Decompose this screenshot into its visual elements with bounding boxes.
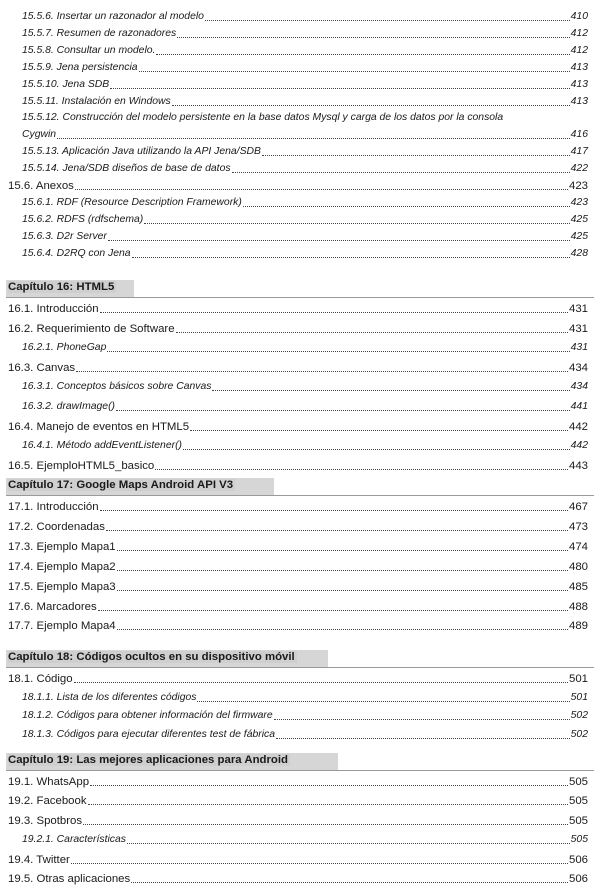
toc-entry[interactable] [22, 61, 588, 75]
chapter-header [6, 280, 134, 298]
toc-entry-title: 17.6. Marcadores [8, 600, 97, 613]
toc-entry[interactable] [8, 580, 588, 594]
toc-entry[interactable] [22, 691, 588, 705]
toc-entry-title: 16.4.1. Método addEventListener() [22, 440, 182, 452]
toc-entry[interactable] [8, 672, 588, 686]
toc-entry[interactable] [22, 439, 588, 453]
toc-entry[interactable] [22, 247, 588, 261]
dot-leader [243, 205, 570, 207]
toc-entry-title: 19.2. Facebook [8, 795, 87, 808]
toc-entry-title: 16.2. Requerimiento de Software [8, 322, 175, 335]
toc-page-number: 505 [568, 795, 588, 808]
dot-leader [117, 569, 568, 571]
toc-entry[interactable] [22, 10, 588, 24]
toc-page-number: 485 [568, 580, 588, 593]
toc-entry-title: 16.5. EjemploHTML5_basico [8, 459, 155, 472]
dot-leader [131, 881, 568, 883]
toc-page-number: 505 [570, 834, 588, 846]
toc-page-number: 428 [570, 247, 588, 259]
toc-entry-title: 19.1. WhatsApp [8, 776, 90, 788]
dot-leader [110, 87, 569, 89]
toc-entry-title: 16.4. Manejo de eventos en HTML5 [8, 420, 190, 433]
toc-entry[interactable] [8, 814, 588, 828]
toc-entry-title: 15.5.7. Resumen de razonadores [22, 27, 177, 39]
toc-page-number: 505 [568, 814, 588, 827]
toc-page-number: 425 [570, 213, 588, 225]
chapter-divider [6, 667, 594, 668]
dot-leader [75, 188, 568, 190]
toc-page-number: 502 [570, 710, 588, 722]
toc-page-number: 501 [570, 691, 588, 703]
dot-leader [139, 70, 570, 72]
toc-page-number: 434 [570, 381, 588, 393]
toc-entry[interactable] [8, 794, 588, 808]
toc-entry[interactable] [22, 128, 588, 142]
toc-entry-title: 17.5. Ejemplo Mapa3 [8, 580, 116, 593]
toc-page-number: 423 [568, 180, 588, 192]
toc-entry-title: 19.3. Spotbros [8, 814, 83, 827]
chapter-divider [6, 770, 594, 771]
dot-leader [100, 509, 568, 511]
toc-entry[interactable] [22, 196, 588, 210]
dot-leader [107, 350, 569, 352]
toc-page-number: 501 [568, 673, 588, 685]
toc-entry[interactable] [8, 619, 588, 633]
dot-leader [71, 862, 568, 864]
toc-entry-title: 19.4. Twitter [8, 853, 70, 866]
toc-page-number: 413 [570, 61, 588, 73]
dot-leader [144, 222, 569, 224]
toc-page-number: 431 [568, 322, 588, 335]
dot-leader [197, 700, 569, 702]
toc-page-number: 412 [570, 27, 588, 39]
toc-page-number: 412 [570, 44, 588, 56]
dot-leader [232, 171, 570, 173]
toc-entry-title: 17.2. Coordenadas [8, 520, 105, 533]
dot-leader [57, 137, 570, 139]
dot-leader [155, 468, 568, 470]
toc-entry[interactable] [8, 872, 588, 886]
toc-entry[interactable] [22, 27, 588, 41]
toc-entry-title: 15.5.10. Jena SDB [22, 78, 110, 90]
toc-entry-title: 15.5.9. Jena persistencia [22, 61, 138, 73]
chapter-header [6, 753, 338, 771]
toc-page-number: 425 [570, 230, 588, 242]
toc-page-number: 413 [570, 95, 588, 107]
dot-leader [177, 36, 569, 38]
dot-leader [212, 389, 569, 391]
toc-entry[interactable] [8, 179, 588, 193]
dot-leader [156, 53, 569, 55]
chapter-title: Capítulo 17: Google Maps Android API V3 [8, 479, 234, 491]
toc-entry[interactable] [8, 520, 588, 534]
dot-leader [183, 448, 570, 450]
toc-page-number: 488 [568, 600, 588, 613]
toc-page-number: 502 [570, 728, 588, 740]
dot-leader [262, 154, 570, 156]
dot-leader [190, 429, 568, 431]
toc-entry-title: 16.3. Canvas [8, 361, 76, 374]
dot-leader [108, 239, 570, 241]
toc-entry-title: 16.2.1. PhoneGap [22, 342, 107, 354]
toc-entry-title: 15.6.3. D2r Server [22, 230, 107, 242]
dot-leader [88, 803, 568, 805]
toc-entry-title: 16.3.2. drawImage() [22, 401, 115, 412]
toc-entry[interactable] [22, 230, 588, 244]
toc-entry[interactable] [22, 213, 588, 227]
toc-entry[interactable] [8, 302, 588, 316]
toc-entry-title: 18.1.3. Códigos para ejecutar diferentes test de fábrica [22, 728, 275, 740]
chapter-divider [6, 297, 594, 298]
toc-page-number: 506 [568, 873, 588, 885]
chapter-title: Capítulo 18: Códigos ocultos en su dispositivo móvil [8, 651, 295, 663]
dot-leader [132, 256, 570, 258]
toc-page-number: 417 [570, 146, 588, 158]
toc-entry[interactable] [22, 709, 588, 723]
toc-entry-title: 17.3. Ejemplo Mapa1 [8, 540, 116, 553]
toc-entry[interactable] [8, 775, 588, 789]
toc-entry[interactable] [22, 162, 588, 176]
dot-leader [83, 823, 568, 825]
toc-entry[interactable] [22, 145, 588, 159]
dot-leader [90, 784, 568, 786]
toc-page-number: 474 [568, 540, 588, 553]
toc-page-number: 413 [570, 78, 588, 90]
dot-leader [116, 409, 570, 411]
toc-page-number: 442 [570, 440, 588, 452]
toc-page-number: 443 [568, 459, 588, 472]
dot-leader [106, 529, 568, 531]
toc-entry[interactable] [22, 380, 588, 394]
toc-entry[interactable] [22, 341, 588, 355]
chapter-divider [6, 495, 594, 496]
toc-entry-title: 15.5.13. Aplicación Java utilizando la API Jena/SDB [22, 146, 261, 158]
dot-leader [176, 331, 568, 333]
toc-entry[interactable] [22, 44, 588, 58]
toc-entry-title: 15.5.12. Construcción del modelo persistente en la base datos Mysql y carga de los datos por la consola [22, 112, 504, 124]
toc-page-number: 480 [568, 560, 588, 573]
toc-entry-title: 15.5.8. Consultar un modelo. [22, 44, 156, 56]
toc-entry-title: 17.7. Ejemplo Mapa4 [8, 620, 116, 633]
toc-entry-title: 19.2.1. Características [22, 834, 126, 846]
toc-page-number: 506 [568, 853, 588, 866]
toc-page-number: 489 [568, 620, 588, 633]
toc-entry-title: Cygwin [22, 129, 57, 141]
toc-entry-title: 17.4. Ejemplo Mapa2 [8, 560, 116, 573]
toc-page-number: 423 [570, 196, 588, 208]
toc-entry-title: 15.6.2. RDFS (rdfschema) [22, 213, 144, 225]
toc-entry-title: 16.3.1. Conceptos básicos sobre Canvas [22, 381, 212, 393]
toc-page-number: 431 [570, 342, 588, 354]
toc-page-number: 473 [568, 520, 588, 533]
toc-entry-title: 17.1. Introducción [8, 501, 99, 513]
toc-entry-title: 15.5.14. Jena/SDB diseños de base de datos [22, 163, 231, 175]
toc-page-number: 441 [570, 401, 588, 412]
dot-leader [76, 370, 568, 372]
toc-entry[interactable] [22, 400, 588, 414]
chapter-header [6, 478, 274, 496]
dot-leader [276, 737, 570, 739]
dot-leader [117, 628, 568, 630]
toc-entry-title: 19.5. Otras aplicaciones [8, 873, 131, 885]
toc-entry-title: 18.1. Código [8, 673, 73, 685]
toc-entry[interactable] [22, 111, 588, 125]
toc-page-number: 410 [570, 11, 588, 22]
toc-page-number: 422 [570, 163, 588, 175]
dot-leader [117, 589, 568, 591]
dot-leader [274, 718, 570, 720]
toc-entry[interactable] [8, 500, 588, 514]
toc-entry[interactable] [22, 728, 588, 742]
toc-page-number: 467 [568, 501, 588, 513]
toc-entry-title: 18.1.2. Códigos para obtener información del firmware [22, 710, 273, 722]
toc-entry[interactable] [8, 560, 588, 574]
dot-leader [205, 19, 570, 21]
toc-entry[interactable] [8, 420, 588, 434]
toc-entry-title: 15.6.1. RDF (Resource Description Framework) [22, 196, 242, 208]
toc-entry-title: 16.1. Introducción [8, 303, 99, 315]
toc-entry[interactable] [22, 95, 588, 109]
dot-leader [172, 104, 570, 106]
toc-entry-title: 15.5.6. Insertar un razonador al modelo [22, 11, 204, 22]
toc-entry-title: 15.5.11. Instalación en Windows [22, 95, 171, 107]
chapter-title: Capítulo 16: HTML5 [8, 281, 115, 293]
toc-entry[interactable] [8, 600, 588, 614]
toc-page-number: 442 [568, 420, 588, 433]
toc-entry-title: 15.6.4. D2RQ con Jena [22, 247, 131, 259]
toc-entry[interactable] [8, 853, 588, 867]
toc-entry[interactable] [8, 322, 588, 336]
toc-page-number: 434 [568, 361, 588, 374]
toc-entry[interactable] [22, 78, 588, 92]
dot-leader [117, 549, 568, 551]
chapter-title: Capítulo 19: Las mejores aplicaciones para Android [8, 754, 288, 766]
dot-leader [100, 311, 568, 313]
dot-leader [74, 681, 568, 683]
toc-entry-title: 18.1.1. Lista de los diferentes códigos [22, 691, 197, 703]
chapter-header [6, 650, 328, 668]
dot-leader [98, 609, 568, 611]
toc-page-number: 431 [568, 303, 588, 315]
toc-page-number: 505 [568, 776, 588, 788]
toc-entry[interactable] [8, 361, 588, 375]
toc-entry[interactable] [8, 540, 588, 554]
toc-entry-title: 15.6. Anexos [8, 180, 74, 192]
toc-entry[interactable] [22, 833, 588, 847]
toc-page-number: 416 [570, 129, 588, 141]
toc-entry[interactable] [8, 459, 588, 473]
dot-leader [127, 842, 570, 844]
